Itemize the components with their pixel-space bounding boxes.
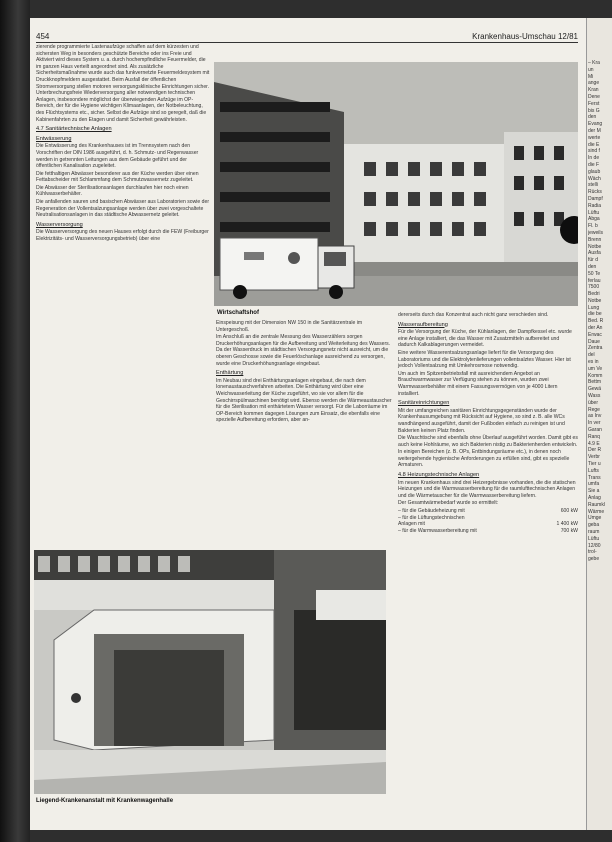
clipped-line: Bettm <box>588 379 602 386</box>
list-value: 700 kW <box>560 527 578 534</box>
list-item <box>398 521 578 528</box>
clipped-line: über <box>588 399 599 406</box>
list-label: – für die Lüftungstechnischen <box>398 514 465 521</box>
building-truck-photo <box>214 62 578 306</box>
list-label: Anlagen mit <box>398 521 425 528</box>
clipped-line: die F <box>588 161 600 168</box>
list-item <box>398 528 578 535</box>
clipped-line: Bed. R <box>588 318 604 325</box>
clipped-line: Lufts <box>588 467 599 474</box>
clipped-line: Gewä <box>588 386 602 393</box>
paragraph: Eine weitere Wasserentsalzungsanlage liefert für die Versorgung des Laboratoriums und die Elektrolytenlieferungen vollentsalztes Wasser. Hier ist jedoch Vollentsalzung mit Umkehrosmose notwendig. <box>398 349 571 370</box>
list-label: – für die Gebäudeheizung mit <box>398 508 465 515</box>
clipped-line: die be <box>588 311 602 318</box>
clipped-line: Daue <box>588 338 600 345</box>
paragraph: Die Entwässerung des Krankenhauses ist im Trennsystem nach den Vorschriften der DIN 1986 ausgeführt, d. h. Schmutz- und Regenwasser werden in getrennten Leitungen aus dem Gebäude geführt und der öffentlichen Kanalisation zugeleitet. <box>36 143 199 170</box>
list-value: 1 400 kW <box>556 521 578 528</box>
list-label: – für die Warmwasserbereitung mit <box>398 527 477 534</box>
paragraph: Im Neubau sind drei Enthärtungsanlagen eingebaut, die nach dem Ionenaustauschverfahren arbeiten. Die Enthärtung wird über eine Weichwasserleitung der Küche zugeführt, wo sie vor allem für die Geschirrspülmaschinen benötigt wird. Ebenso werden die Wärmeaustauscher für die Sterilisation mit enthärtetem Wasser versorgt. Für die Laborräume im OP-Bereich kommen dagegen Lösungen zum Einsatz, die ebenfalls eine spezielle Aufbereitung erfordern, aber an- <box>216 377 392 424</box>
list-item <box>398 515 578 522</box>
paragraph: Einspeisung mit der Dimension NW 150 in die Sanitärzentrale im Untergeschoß. <box>216 320 363 333</box>
clipped-line: Garan <box>588 427 602 434</box>
photo-ambulance-hall <box>34 550 386 794</box>
clipped-line: sind f <box>588 148 600 155</box>
clipped-line: für d <box>588 257 599 264</box>
section-heading: 4.7 Sanitärtechnische Anlagen <box>36 126 112 133</box>
journal-title: Krankenhaus-Umschau 12/81 <box>472 32 578 41</box>
clipped-line: Trans <box>588 474 601 481</box>
clipped-line: Komm <box>588 372 603 379</box>
clipped-line: Dene <box>588 93 600 100</box>
clipped-line: bis G <box>588 107 600 114</box>
clipped-line: Verbr <box>588 454 600 461</box>
ambulance-hall-photo <box>34 550 386 794</box>
clipped-line: der An <box>588 325 603 332</box>
column-left <box>36 44 210 244</box>
photo-wirtschaftshof <box>214 62 578 306</box>
paragraph: Für die Versorgung der Küche, der Kühlanlagen, der Dampfkessel etc. wurde eine Anlage installiert, die das Wasser mit Zusatzmitteln aufbereitet und dadurch Kalkablagerungen vermeidet. <box>398 329 572 349</box>
clipped-line: Notbe <box>588 243 602 250</box>
paragraph: Die Waschtische sind ebenfalls ohne Überlauf ausgeführt worden. Damit gibt es auch keine Hohlräume, wo sich Bakterien nistig zu Bakterienherden entwickeln. <box>398 435 578 448</box>
clipped-line: Kran <box>588 87 599 94</box>
journal-page <box>30 18 586 830</box>
column-right <box>398 312 578 534</box>
clipped-line: raum <box>588 528 600 535</box>
paragraph: Die Abwässer der Sterilisationsanlagen durchlaufen hier noch einen Kühlwasserbehälter. <box>36 184 189 198</box>
paragraph: zierende programmierte Lastenaufzüge schaffen auf dem kürzesten und sichersten Weg in besonders geschützte Bereiche oder ins Freie und Aktiviert wird dieses System u. a. durch hochempfindliche Feuermelder, die im ganzen Haus verteilt angeordnet sind. Als zusätzliche Sicherheitsmaßnahme wurde auch das funkvernetzte Feuermeldesystem mit Druckknopfmeldern ausgestattet. Beim Ausfall der öffentlichen Stromversorgung stellen motoren versorgungsklinische Einrichtungen sicher. Unterbrechungsfreie Wiederversorgung aller notwendigen technischen Anlagen, insbesondere möglichst der überwiegenden Aufzüge im OP-Bereich, der für die Hygiene wichtigen Klimaanlagen, der Notbeleuchtung, des Flüchtsystems etc., sicher. Selbst die Aufzüge sind so geregelt, daß die Kabinenfahrten zu den Etagen und damit Sicherheit gewährleisten. <box>36 44 210 123</box>
clipped-line: Zentra <box>588 345 603 352</box>
clipped-line: Mi <box>588 73 594 80</box>
clipped-line: 4.9 E <box>588 440 600 447</box>
clipped-line: glaub <box>588 168 601 175</box>
clipped-line: Ferst <box>588 100 600 107</box>
list-value: 600 kW <box>560 508 578 515</box>
clipped-line: Erwac <box>588 331 602 338</box>
clipped-line: Tier u <box>588 461 601 468</box>
clipped-line: umfa <box>588 481 600 488</box>
clipped-line: ferlau <box>588 277 601 284</box>
clipped-line: Evang <box>588 121 603 128</box>
clipped-line: Brenn <box>588 236 602 243</box>
clipped-line: ange <box>588 80 600 87</box>
clipped-line: as Inv <box>588 413 602 420</box>
clipped-line: die E <box>588 141 600 148</box>
paragraph: dererseits durch das Konzentrat auch nicht ganz verschieden sind. <box>398 312 549 318</box>
clipped-line: um Ve <box>588 365 603 372</box>
clipped-line: Wäch <box>588 175 601 182</box>
adjacent-page-clipped <box>586 18 612 830</box>
heat-demand-list <box>398 508 578 534</box>
clipped-line: den <box>588 114 597 121</box>
clipped-line: Lüftu <box>588 209 600 216</box>
paragraph: Der Gesamtwärmebedarf wurde so ermittelt: <box>398 500 499 507</box>
paragraph: Mit der umfangreichen sanitären Einrichtungsgegenständen wurde der Krankenhausumgebung mit Rücksicht auf Hygiene, so sind z. B. alle WCs wandhängend ausgeführt, damit der Fußboden einfach zu reinigen ist und Bakterien keinen Platz finden. <box>398 407 565 434</box>
clipped-line: Wass <box>588 393 601 400</box>
photo-caption-top: Wirtschaftshof <box>217 310 259 316</box>
clipped-line: gebe <box>588 556 600 563</box>
subheading: Wasserversorgung <box>36 221 83 228</box>
clipped-line: Abga <box>588 216 600 223</box>
clipped-line: der M <box>588 127 601 134</box>
clipped-line: Lüftu <box>588 535 600 542</box>
paragraph: Im Anschluß an die zentrale Messung des Wasserzählers sorgen Druckerhöhungsanlagen für die Aufbereitung und Weiterleitung des Wassers. Da der Wasserdruck im städtischen Versorgungsnetz nicht ausreicht, um die oberen Geschosse sowie die Feuerlöschanlage ausreichend zu versorgen, wurde eine Druckerhöhungsanlage eingebaut. <box>216 334 391 367</box>
clipped-line: Der R <box>588 447 602 454</box>
paragraph: Die fetthaltigen Abwässer besonderer aus der Küche werden über einen Fettabscheider mit Schlammfang dem Schmutzwassernetz zugeleitet. <box>36 170 199 184</box>
subheading: Entwässerung <box>36 135 72 142</box>
photo-caption-bottom: Liegend-Krankenanstalt mit Krankenwagenhalle <box>36 798 174 804</box>
clipped-line: trol- <box>588 549 597 556</box>
page-number: 454 <box>36 32 50 41</box>
clipped-line: – Kra <box>588 60 600 66</box>
clipped-line: geba <box>588 522 600 529</box>
paragraph: Im neuen Krankenhaus sind drei Heizergebnisse vorhanden, die die statischen Heizungen und die Warmwasserbereitung für die raumlufttechnischen Anlagen und die Wärmetauscher für die Warmwasserbereitung liefern. <box>398 479 576 499</box>
clipped-line: un <box>588 66 594 73</box>
clipped-line: den <box>588 263 597 270</box>
subheading: Sanitäreinrichtungen <box>398 400 450 407</box>
paragraph: Um auch im Spitzenbetriebsfall mit ausreichendem Angebot an Brauchwarmwasser zur Verfügung stehen zu können, wurden zwei Warmwasserbehälter mit einem Fassungsvermögen von je 4000 Litern installiert. <box>398 370 558 397</box>
clipped-line: del <box>588 352 595 359</box>
section-heading: 4.8 Heizungstechnische Anlagen <box>398 472 480 479</box>
clipped-line: Sie a <box>588 488 600 495</box>
clipped-line: 7500 <box>588 284 600 291</box>
clipped-line: 12/80 <box>588 542 601 549</box>
subheading: Enthärtung <box>216 370 244 377</box>
clipped-line: werte <box>588 134 601 141</box>
list-item <box>398 508 578 515</box>
clipped-line: Umge <box>588 515 602 522</box>
clipped-line: es in <box>588 359 599 366</box>
clipped-line: Bedri <box>588 291 600 298</box>
clipped-line: In ver <box>588 420 601 427</box>
clipped-line: stelli <box>588 182 599 189</box>
clipped-line: 50 Te <box>588 270 601 277</box>
clipped-line: In de <box>588 155 600 162</box>
clipped-line: Raumkl <box>588 501 605 508</box>
paragraph: In einigen Bereichen (z. B. OPs, Entbindungsräume etc.), in denen noch weitergehende hygienische Anforderungen zu erfüllen sind, gibt es spezielle Armaturen. <box>398 449 570 469</box>
clipped-line: Wärme <box>588 508 605 515</box>
clipped-line: Rücks <box>588 189 602 196</box>
clipped-line: Ausfa <box>588 250 601 257</box>
clipped-line: Radia <box>588 202 602 209</box>
binding-shadow <box>0 0 30 842</box>
clipped-text-column <box>588 60 612 563</box>
clipped-line: Dampf <box>588 195 603 202</box>
paragraph: Die anfallenden sauren und basischen Abwässer aus Laboratorien sowie der Regeneration der Vollentsalzungsanlage werden über zwei vorgeschaltete Neutralisationsanlagen in das städtische Abwassernetz geleitet. <box>36 199 210 219</box>
clipped-line: Lung <box>588 304 600 311</box>
clipped-line: jeweils <box>588 229 604 236</box>
clipped-line: Ranq <box>588 433 600 440</box>
paragraph: Die Wasserversorgung des neuen Hauses erfolgt durch die FEW (Freiburger Elektrizitäts- und Wasserversorgungsbetrieb) über eine <box>36 229 209 243</box>
subheading: Wasseraufbereitung <box>398 321 448 328</box>
header-rule <box>36 42 578 43</box>
clipped-line: Anlag <box>588 495 601 501</box>
column-middle <box>216 320 392 425</box>
clipped-line: Rege <box>588 406 600 413</box>
clipped-line: Notbe <box>588 297 602 304</box>
clipped-line: Fl. b <box>588 223 598 230</box>
